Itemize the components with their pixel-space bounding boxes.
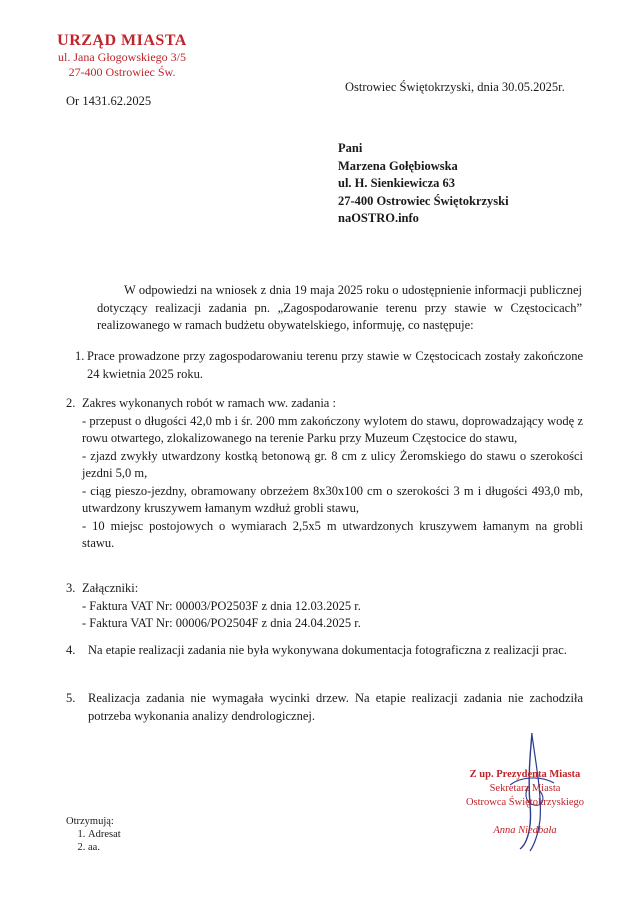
point-body bbox=[82, 395, 583, 553]
signature-stamp bbox=[430, 768, 620, 838]
point-4 bbox=[66, 642, 583, 660]
recipient-street: ul. H. Sienkiewicza 63 bbox=[338, 176, 456, 190]
recipient-outlet: naOSTRO.info bbox=[338, 211, 419, 225]
point-number: 4. bbox=[66, 643, 76, 657]
reference-number: Or 1431.62.2025 bbox=[66, 94, 152, 108]
distribution-heading: Otrzymują: bbox=[66, 816, 114, 827]
list-item: - przepust o długości 42,0 mb i śr. 200 mm zakończony wylotem do stawu, doprowadzający wodę z rowu otwartego, zlokalizowanego na terenie Parku przy Muzeum Częstocice do stawu, bbox=[82, 413, 583, 445]
place-date: Ostrowiec Świętokrzyski, dnia 30.05.2025r. bbox=[345, 80, 565, 94]
attachment-item: - Faktura VAT Nr: 00006/PO2504F z dnia 24.04.2025 r. bbox=[82, 616, 361, 630]
distribution-list bbox=[66, 815, 121, 854]
stamp-signatory-name: Anna Niedbała bbox=[493, 825, 557, 836]
attachment-item: - Faktura VAT Nr: 00003/PO2503F z dnia 12.03.2025 r. bbox=[82, 598, 361, 613]
point-3 bbox=[66, 580, 583, 633]
list-item: - 10 miejsc postojowych o wymiarach 2,5x5 m utwardzonych kruszywem łamanym na grobli stawu. bbox=[82, 518, 583, 550]
stamp-line-role: Sekretarz Miasta bbox=[489, 783, 561, 794]
recipient-city: 27-400 Ostrowiec Świętokrzyski bbox=[338, 193, 509, 208]
point-2 bbox=[66, 395, 583, 553]
point-heading: Załączniki: bbox=[82, 581, 139, 595]
stamp-line-city: Ostrowca Świętokrzyskiego bbox=[465, 797, 585, 808]
distribution-item: 2. aa. bbox=[88, 841, 121, 854]
point-text: Na etapie realizacji zadania nie była wykonywana dokumentacja fotograficzna z realizacji prac. bbox=[88, 643, 567, 657]
letterhead-title: URZĄD MIASTA bbox=[57, 32, 187, 49]
point-number: 3. bbox=[66, 581, 76, 595]
list-item: - zjazd zwykły utwardzony kostką betonową gr. 8 cm z ulicy Żeromskiego do stawu o szerokości jezdni 5,0 m, bbox=[82, 448, 583, 480]
recipient-salutation: Pani bbox=[338, 141, 363, 155]
recipient-address bbox=[338, 140, 509, 228]
point-body bbox=[82, 580, 583, 633]
point-text: Realizacja zadania nie wymagała wycinki drzew. Na etapie realizacji zadania nie zachodziła potrzeba wykonania analizy dendrologicznej. bbox=[88, 691, 583, 723]
point-number: 5. bbox=[66, 691, 76, 705]
intro-paragraph: W odpowiedzi na wniosek z dnia 19 maja 2025 roku o udostępnienie informacji publicznej dotyczący realizacji zadania pn. „Zagospodarowanie terenu przy stawie w Częstocicach” realizowanego w ramach budżetu obywatelskiego, informuję, co następuje: bbox=[97, 283, 582, 332]
point-1 bbox=[75, 348, 583, 383]
point-text: Prace prowadzone przy zagospodarowaniu terenu przy stawie w Częstocicach zostały zakończone 24 kwietnia 2025 roku. bbox=[87, 349, 583, 381]
point-number: 2. bbox=[66, 396, 76, 410]
letterhead-city: 27-400 Ostrowiec Św. bbox=[68, 65, 176, 79]
point-number: 1. bbox=[75, 349, 85, 363]
recipient-name: Marzena Gołębiowska bbox=[338, 158, 458, 173]
point-5 bbox=[66, 690, 583, 725]
list-item: - ciąg pieszo-jezdny, obramowany obrzeżem 8x30x100 cm o szerokości 3 m i długości 493,0 mb, utwardzony kruszywem łamanym wzdłuż grobli stawu, bbox=[82, 483, 583, 515]
stamp-line-authority: Z up. Prezydenta Miasta bbox=[469, 769, 581, 780]
point-heading: Zakres wykonanych robót w ramach ww. zadania : bbox=[82, 396, 336, 410]
letterhead-street: ul. Jana Głogowskiego 3/5 bbox=[58, 50, 186, 64]
letterhead bbox=[52, 32, 192, 80]
distribution-item: 1. Adresat bbox=[88, 828, 121, 841]
